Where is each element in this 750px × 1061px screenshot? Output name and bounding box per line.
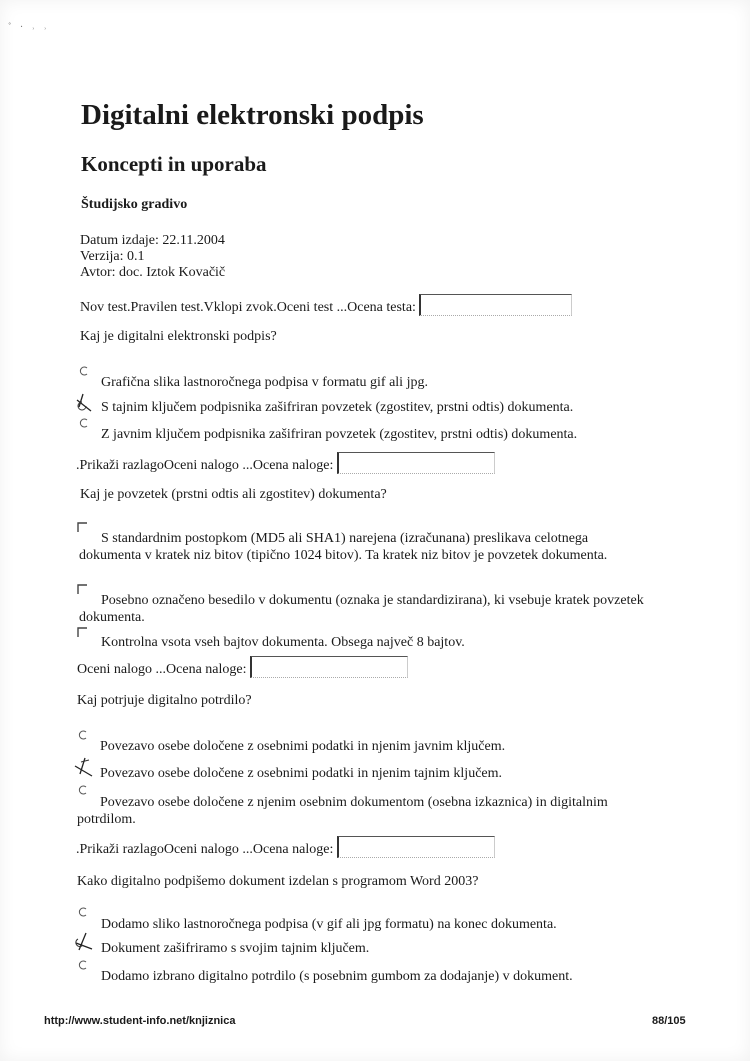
meta-version: Verzija: 0.1 [80,249,145,264]
q4-option-2-selected-mark-icon[interactable] [73,931,95,953]
q2-question: Kaj je povzetek (prstni odtis ali zgostitev) dokumenta? [80,487,387,502]
q3-action-links[interactable]: .Prikaži razlagoOceni nalogo ... [76,842,253,857]
test-grade-label: Ocena testa: [347,300,416,315]
q4-option-1-radio-icon[interactable] [78,907,88,917]
q1-option-1-radio-icon[interactable] [79,366,89,376]
q4-option-2-label: Dokument zašifriramo s svojim tajnim ključem. [101,941,370,956]
q1-option-1-label: Grafična slika lastnoročnega podpisa v formatu gif ali jpg. [101,375,428,390]
q3-grade-field[interactable] [337,836,495,858]
q1-actions-row [76,452,495,474]
q2-actions-row [77,656,408,678]
section-label: Študijsko gradivo [81,197,188,212]
footer-url[interactable]: http://www.student-info.net/knjiznica [44,1015,236,1027]
document-subtitle: Koncepti in uporaba [81,152,267,176]
q3-option-1-label: Povezavo osebe določene z osebnimi podatki in njenim javnim ključem. [100,739,506,754]
q3-option-3-label: Povezavo osebe določene z njenim osebnim dokumentom (osebna izkaznica) in digitalnim potrdilom. [77,795,608,827]
q1-option-2-label: S tajnim ključem podpisnika zašifriran povzetek (zgostitev, prstni odtis) dokumenta. [101,400,574,415]
q3-grade-label: Ocena naloge: [252,842,334,857]
meta-author: Avtor: doc. Iztok Kovačič [80,265,226,280]
q3-option-1-radio-icon[interactable] [78,730,88,740]
q3-option-2-label: Povezavo osebe določene z osebnimi podatki in njenim tajnim ključem. [100,766,503,781]
q2-option-2-label: Posebno označeno besedilo v dokumentu (oznaka je standardizirana), ki vsebuje kratek povzetek dokumenta. [79,593,644,625]
q3-option-2-selected-mark-icon[interactable] [73,756,95,778]
scan-specks: ˚ · ˒ ˒ [8,22,50,33]
q1-action-links[interactable]: .Prikaži razlagoOceni nalogo ... [76,458,253,473]
test-actions-links[interactable]: Nov test.Pravilen test.Vklopi zvok.Oceni test ... [80,300,348,315]
meta-date: Datum izdaje: 22.11.2004 [80,233,225,248]
q1-option-3-radio-icon[interactable] [79,418,89,428]
q4-option-1-label: Dodamo sliko lastnoročnega podpisa (v gif ali jpg formatu) na konec dokumenta. [101,917,557,932]
footer-page-number: 88/105 [652,1015,686,1027]
test-toolbar [80,294,572,316]
q2-option-1-label: S standardnim postopkom (MD5 ali SHA1) narejena (izračunana) preslikava celotnega dokumenta v kratek niz bitov (tipično 1024 bitov). Ta kratek niz bitov je povzetek dokumenta. [79,531,608,563]
q1-question: Kaj je digitalni elektronski podpis? [80,329,277,344]
test-grade-field[interactable] [419,294,572,316]
q2-grade-field[interactable] [250,656,408,678]
q2-option-3-label: Kontrolna vsota vseh bajtov dokumenta. Obsega največ 8 bajtov. [101,635,465,650]
q4-question: Kako digitalno podpišemo dokument izdelan s programom Word 2003? [77,874,479,889]
q2-grade-label: Ocena naloge: [166,662,247,677]
q1-grade-field[interactable] [337,452,495,474]
q1-grade-label: Ocena naloge: [252,458,334,473]
q1-option-3-label: Z javnim ključem podpisnika zašifriran povzetek (zgostitev, prstni odtis) dokumenta. [101,427,578,442]
q3-actions-row [76,836,495,858]
q2-option-3-checkbox-icon[interactable] [77,627,88,638]
q4-option-3-label: Dodamo izbrano digitalno potrdilo (s posebnim gumbom za dodajanje) v dokument. [101,969,573,984]
q1-option-2-selected-mark-icon[interactable] [74,391,96,413]
document-title: Digitalni elektronski podpis [81,99,424,131]
q3-question: Kaj potrjuje digitalno potrdilo? [77,693,252,708]
q4-option-3-radio-icon[interactable] [78,960,88,970]
q2-action-links[interactable]: Oceni nalogo ... [77,662,167,677]
